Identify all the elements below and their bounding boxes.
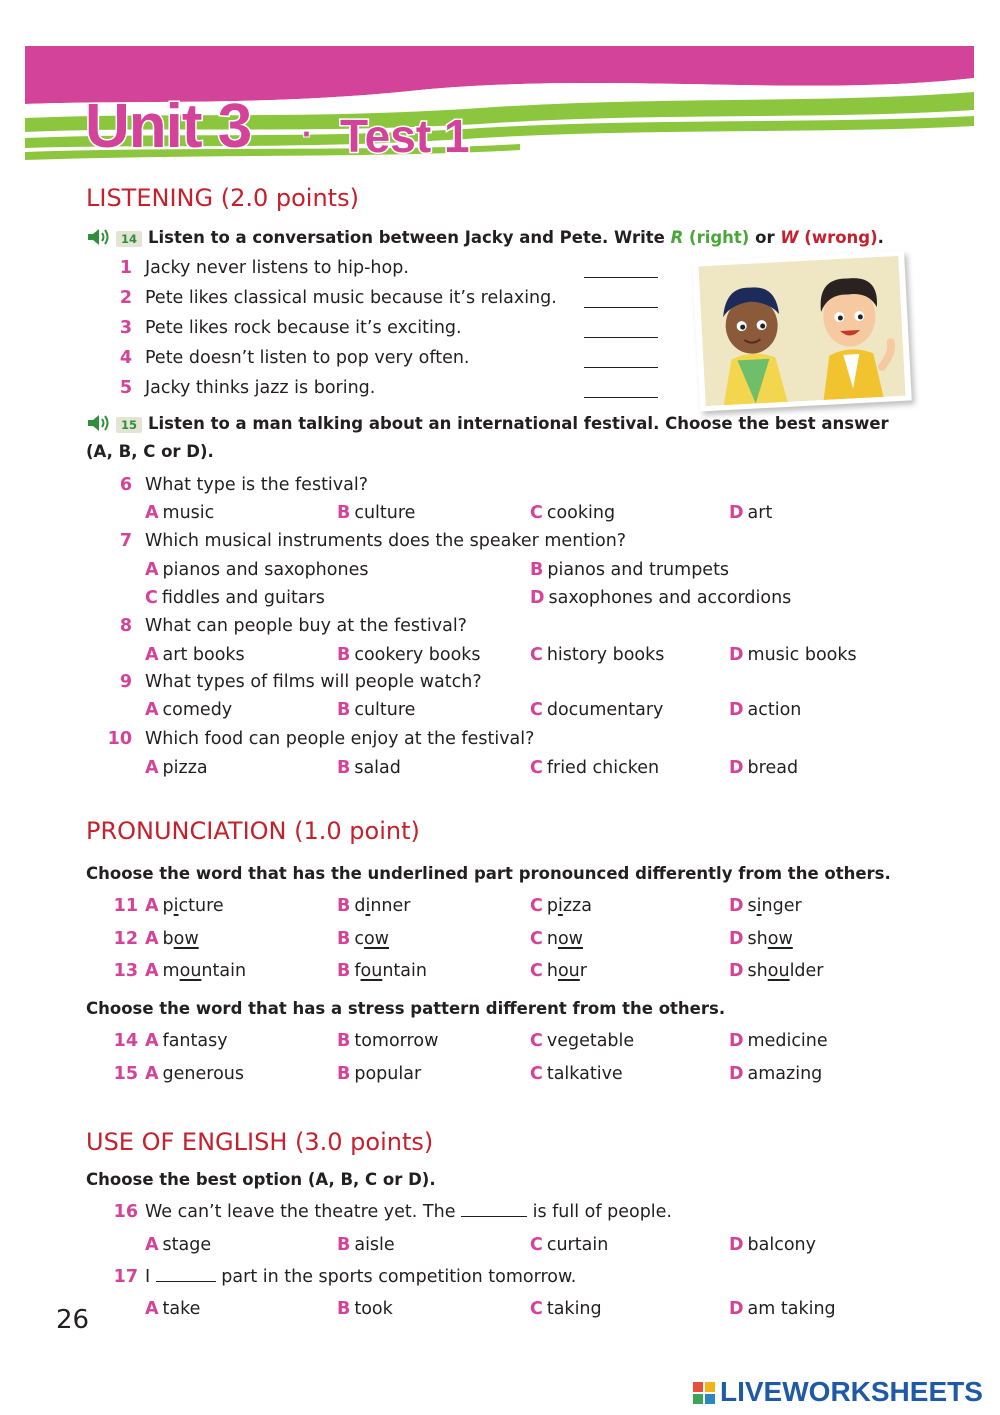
option-d[interactable]: D art	[729, 503, 773, 523]
statement-text: Pete likes rock because it’s exciting.	[145, 318, 462, 338]
question-number: 9	[119, 672, 132, 692]
underlined-part: ow	[557, 929, 583, 949]
option-a[interactable]: A comedy	[145, 700, 233, 720]
option-d[interactable]: D medicine	[729, 1031, 828, 1051]
track-badge: 14	[116, 231, 142, 247]
gap-blank[interactable]	[156, 1281, 216, 1282]
option-a[interactable]: A music	[145, 503, 215, 523]
question-number: 10	[107, 729, 132, 749]
statement-text: Jacky thinks jazz is boring.	[145, 378, 376, 398]
listening-part2-instruction-line2: (A, B, C or D).	[86, 442, 214, 461]
question-number: 1	[119, 258, 132, 278]
option-a[interactable]: A take	[145, 1299, 201, 1319]
option-c[interactable]: C curtain	[530, 1235, 609, 1255]
underlined-part: ow	[173, 929, 199, 949]
option-c[interactable]: C now	[530, 929, 583, 949]
underlined-part: i	[173, 896, 179, 916]
option-d[interactable]: D shoulder	[729, 961, 824, 981]
option-d[interactable]: D singer	[729, 896, 802, 916]
question-text: What types of films will people watch?	[145, 672, 482, 692]
gap-blank[interactable]	[461, 1216, 527, 1217]
underlined-part: i	[756, 896, 762, 916]
option-d[interactable]: D action	[729, 700, 802, 720]
option-c[interactable]: C hour	[530, 961, 587, 981]
underlined-part: i	[557, 896, 563, 916]
option-c[interactable]: C fried chicken	[530, 758, 660, 778]
question-text: What type is the festival?	[145, 475, 369, 495]
use-of-english-instruction: Choose the best option (A, B, C or D).	[86, 1170, 436, 1189]
option-b[interactable]: B aisle	[337, 1235, 395, 1255]
option-c[interactable]: C pizza	[530, 896, 592, 916]
option-b[interactable]: B tomorrow	[337, 1031, 439, 1051]
question-number: 7	[119, 531, 132, 551]
underlined-part: ow	[363, 929, 389, 949]
option-c[interactable]: C history books	[530, 645, 665, 665]
pronunciation-heading: PRONUNCIATION (1.0 point)	[86, 817, 420, 845]
option-d[interactable]: D balcony	[729, 1235, 817, 1255]
answer-blank[interactable]	[584, 277, 658, 278]
speaker-icon[interactable]	[86, 414, 112, 432]
statement-text: Pete likes classical music because it’s relaxing.	[145, 288, 557, 308]
question-number: 8	[119, 616, 132, 636]
option-b[interactable]: B fountain	[337, 961, 427, 981]
option-a[interactable]: A pianos and saxophones	[145, 560, 369, 580]
option-a[interactable]: A bow	[145, 929, 199, 949]
listening-heading: LISTENING (2.0 points)	[86, 184, 359, 212]
question-number: 14	[113, 1031, 138, 1051]
option-d[interactable]: D show	[729, 929, 793, 949]
question-text: Which food can people enjoy at the festival?	[145, 729, 535, 749]
underlined-part: ou	[360, 961, 383, 981]
liveworksheets-wordmark: LIVEWORKSHEETS	[720, 1376, 983, 1407]
option-b[interactable]: B took	[337, 1299, 393, 1319]
statement-text: Pete doesn’t listen to pop very often.	[145, 348, 470, 368]
question-number: 2	[119, 288, 132, 308]
option-b[interactable]: B popular	[337, 1064, 422, 1084]
question-number: 11	[113, 896, 138, 916]
option-c[interactable]: C fiddles and guitars	[145, 588, 325, 608]
listening-part1-instruction: 14 Listen to a conversation between Jacky and Pete. Write R (right) or W (wrong).	[86, 228, 884, 247]
underlined-part: ou	[767, 961, 790, 981]
option-a[interactable]: A stage	[145, 1235, 212, 1255]
test-title: Test 1	[340, 110, 470, 162]
question-number: 16	[113, 1202, 138, 1222]
option-b[interactable]: B culture	[337, 700, 416, 720]
option-c[interactable]: C cooking	[530, 503, 616, 523]
option-c[interactable]: C vegetable	[530, 1031, 635, 1051]
option-a[interactable]: A mountain	[145, 961, 247, 981]
unit-title: Unit 3	[85, 92, 252, 161]
option-b[interactable]: B culture	[337, 503, 416, 523]
underlined-part: i	[365, 896, 371, 916]
answer-blank[interactable]	[584, 397, 658, 398]
pronunciation-instruction-1: Choose the word that has the underlined part pronounced differently from the others.	[86, 864, 891, 883]
option-a[interactable]: A art books	[145, 645, 245, 665]
answer-blank[interactable]	[584, 307, 658, 308]
option-d[interactable]: D bread	[729, 758, 799, 778]
question-number: 12	[113, 929, 138, 949]
underlined-part: ow	[767, 929, 793, 949]
question-number: 17	[113, 1267, 138, 1287]
liveworksheets-logo[interactable]	[692, 1376, 983, 1408]
option-b[interactable]: B salad	[337, 758, 401, 778]
statement-text: Jacky never listens to hip-hop.	[145, 258, 409, 278]
question-number: 13	[113, 961, 138, 981]
question-text: We can’t leave the theatre yet. The is full of people.	[145, 1202, 672, 1222]
option-b[interactable]: B dinner	[337, 896, 411, 916]
option-d[interactable]: D music books	[729, 645, 857, 665]
option-c[interactable]: C talkative	[530, 1064, 623, 1084]
listening-part2-instruction: 15 Listen to a man talking about an international festival. Choose the best answer	[86, 414, 889, 433]
option-d[interactable]: D amazing	[729, 1064, 823, 1084]
page-number: 26	[56, 1305, 90, 1335]
underlined-part: ou	[179, 961, 202, 981]
question-number: 4	[119, 348, 132, 368]
liveworksheets-logo-icon	[692, 1379, 718, 1405]
underlined-part: ou	[557, 961, 580, 981]
option-d[interactable]: D saxophones and accordions	[530, 588, 792, 608]
option-d[interactable]: D am taking	[729, 1299, 836, 1319]
option-c[interactable]: C documentary	[530, 700, 664, 720]
answer-blank[interactable]	[584, 337, 658, 338]
option-a[interactable]: A pizza	[145, 758, 208, 778]
speaker-icon[interactable]	[86, 228, 112, 246]
question-number: 15	[113, 1064, 138, 1084]
option-a[interactable]: A picture	[145, 896, 224, 916]
track-badge: 15	[116, 417, 142, 433]
question-number: 5	[119, 378, 132, 398]
option-b[interactable]: B cookery books	[337, 645, 481, 665]
question-text: What can people buy at the festival?	[145, 616, 467, 636]
option-a[interactable]: A fantasy	[145, 1031, 228, 1051]
photo-jacky-and-pete	[692, 251, 912, 412]
option-a[interactable]: A generous	[145, 1064, 245, 1084]
question-number: 3	[119, 318, 132, 338]
title-separator: ·	[302, 116, 313, 152]
use-of-english-heading: USE OF ENGLISH (3.0 points)	[86, 1128, 434, 1156]
question-text: I part in the sports competition tomorrow.	[145, 1267, 577, 1287]
question-number: 6	[119, 475, 132, 495]
option-b[interactable]: B pianos and trumpets	[530, 560, 730, 580]
option-c[interactable]: C taking	[530, 1299, 602, 1319]
pronunciation-instruction-2: Choose the word that has a stress pattern different from the others.	[86, 999, 726, 1018]
option-b[interactable]: B cow	[337, 929, 389, 949]
question-text: Which musical instruments does the speaker mention?	[145, 531, 627, 551]
answer-blank[interactable]	[584, 367, 658, 368]
